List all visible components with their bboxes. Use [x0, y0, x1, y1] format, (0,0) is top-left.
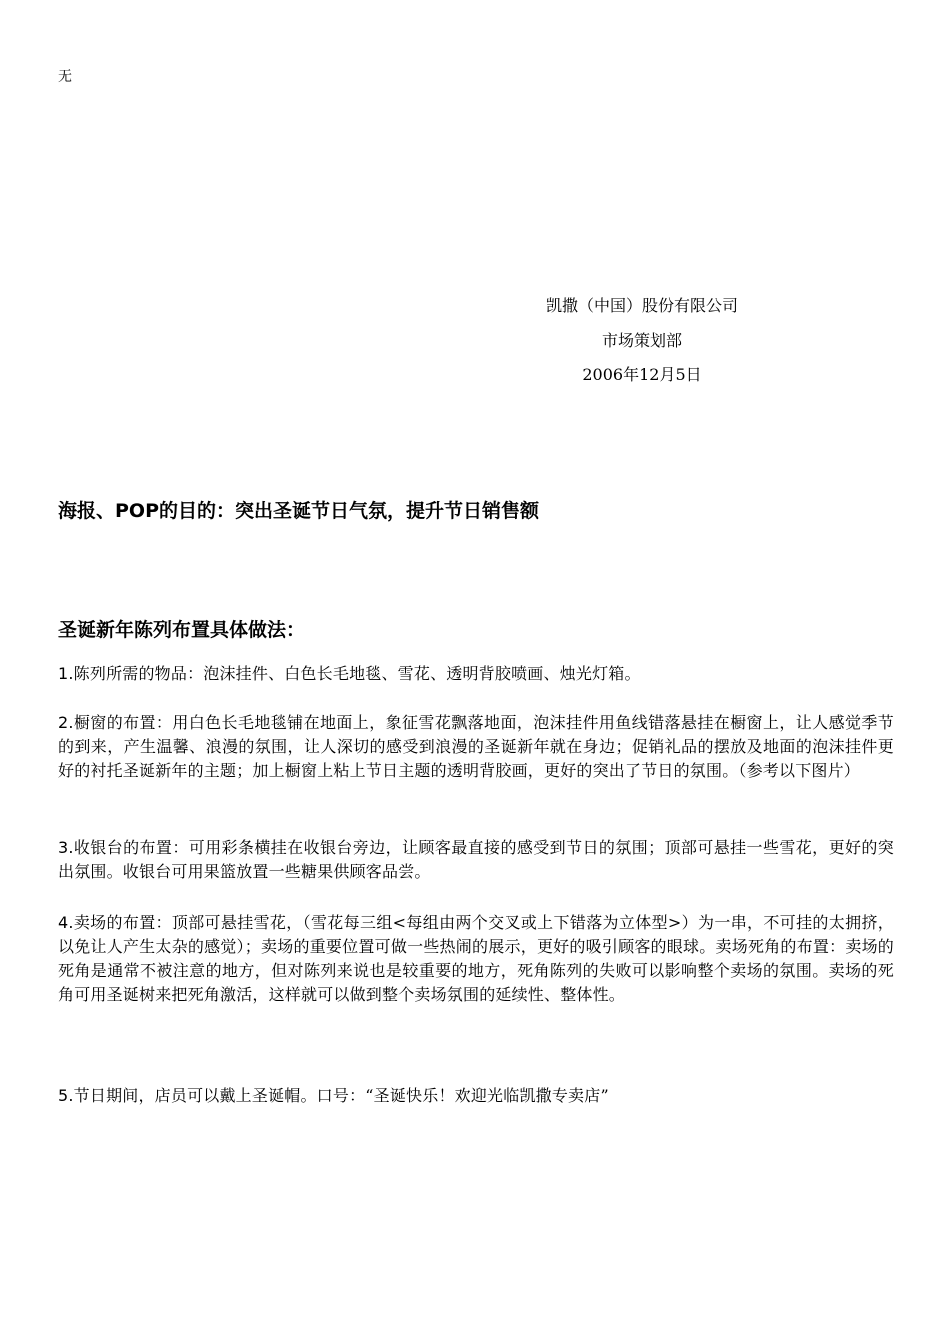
top-mark-text: 无 [58, 69, 72, 85]
paragraph-number: 3. [58, 838, 74, 857]
paragraph-item-1 [58, 662, 894, 686]
paragraph-text: 陈列所需的物品：泡沫挂件、白色长毛地毯、雪花、透明背胶喷画、烛光灯箱。 [73, 664, 641, 683]
paragraph-number: 5. [58, 1086, 74, 1105]
paragraph-text: 收银台的布置：可用彩条横挂在收银台旁边，让顾客最直接的感受到节日的氛围；顶部可悬挂一些雪花，更好的突出氛围。收银台可用果篮放置一些糖果供顾客品尝。 [58, 838, 894, 881]
paragraph-item-3 [58, 836, 894, 884]
signature-company: 凯撒（中国）股份有限公司 [545, 296, 738, 315]
purpose-heading: 海报、POP的目的：突出圣诞节日气氛，提升节日销售额 [58, 500, 540, 522]
method-heading: 圣诞新年陈列布置具体做法： [58, 619, 306, 641]
paragraph-item-5 [58, 1084, 894, 1108]
paragraph-number: 1. [58, 664, 74, 683]
paragraph-text: 橱窗的布置：用白色长毛地毯铺在地面上，象征雪花飘落地面，泡沫挂件用鱼线错落悬挂在橱窗上，让人感觉季节的到来，产生温馨、浪漫的氛围，让人深切的感受到浪漫的圣诞新年就在身边；促销礼品的摆放及地面的泡沫挂件更好的衬托圣诞新年的主题；加上橱窗上粘上节日主题的透明背胶画，更好的突出了节日的氛围。（参考以下图片） [58, 713, 894, 780]
paragraph-item-2 [58, 711, 894, 783]
paragraph-text: 卖场的布置：顶部可悬挂雪花，（雪花每三组<每组由两个交叉或上下错落为立体型>）为一串，不可挂的太拥挤，以免让人产生太杂的感觉）；卖场的重要位置可做一些热闹的展示，更好的吸引顾客的眼球。卖场死角的布置：卖场的死角是通常不被注意的地方，但对陈列来说也是较重要的地方，死角陈列的失败可以影响整个卖场的氛围。卖场的死角可用圣诞树来把死角激活，这样就可以做到整个卖场氛围的延续性、整体性。 [58, 913, 894, 1004]
paragraph-number: 4. [58, 913, 74, 932]
paragraph-number: 2. [58, 713, 74, 732]
paragraph-item-4 [58, 911, 894, 1007]
signature-department: 市场策划部 [601, 331, 682, 350]
paragraph-text: 节日期间，店员可以戴上圣诞帽。口号：“圣诞快乐！欢迎光临凯撒专卖店” [73, 1086, 609, 1105]
signature-date: 2006年12月5日 [582, 365, 702, 384]
